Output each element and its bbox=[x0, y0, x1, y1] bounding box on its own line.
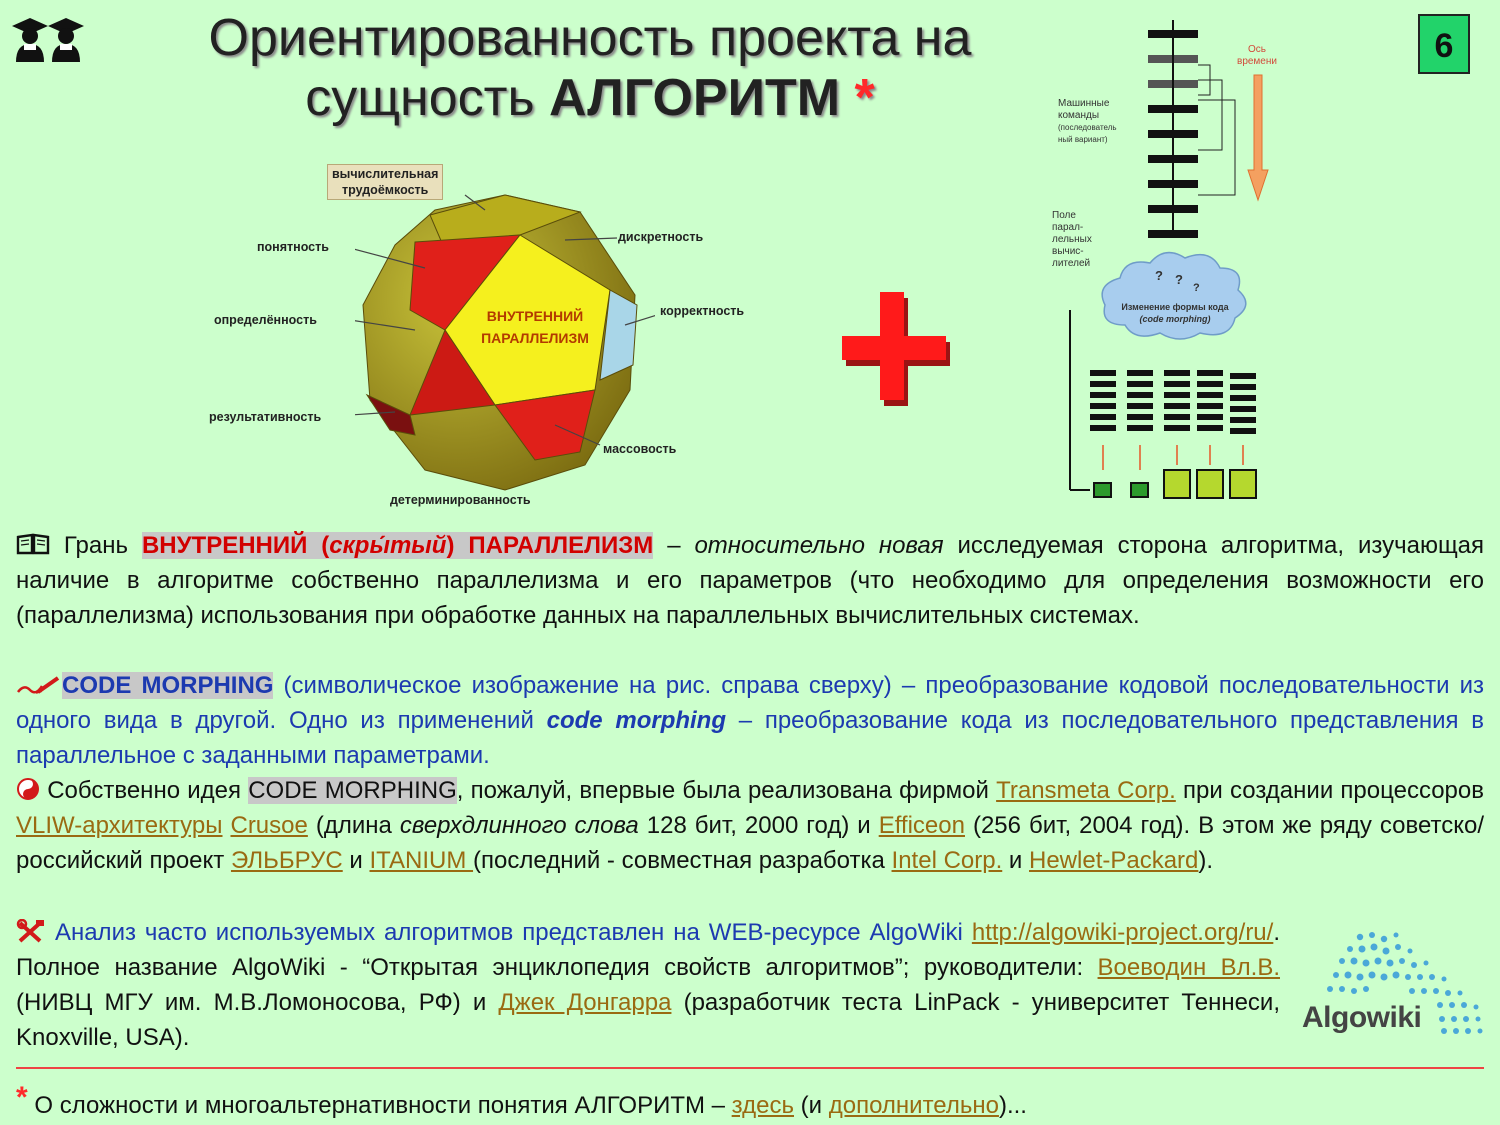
plus-icon bbox=[840, 290, 955, 410]
p3-t2: , пожалуй, впервые была реализована фирмой bbox=[456, 777, 997, 804]
link-additional[interactable]: дополнительно bbox=[828, 1092, 999, 1119]
p3-t6: 128 бит, 2000 год) и bbox=[638, 812, 879, 839]
machine-line1: Машинные bbox=[1058, 98, 1110, 109]
p2-text2: – преобразование кода из последовательного представления в параллельное с заданными параметрами. bbox=[16, 707, 1484, 769]
title-keyword: АЛГОРИТМ bbox=[549, 69, 841, 127]
graduates-icon bbox=[10, 14, 86, 66]
field-line4: вычис- bbox=[1052, 246, 1084, 257]
label-ponyatnost: понятность bbox=[257, 240, 329, 254]
footer-t3: )... bbox=[998, 1092, 1027, 1119]
title-line-2 bbox=[120, 68, 1060, 128]
p3-t11: ). bbox=[1198, 847, 1214, 874]
cloud-label bbox=[1110, 301, 1240, 325]
p3-t7: (256 бит, 2004 год). В этом же ряду советско/российский проект bbox=[16, 812, 1485, 874]
link-intel[interactable]: Intel Corp. bbox=[891, 847, 1003, 874]
time-axis-line2: времени bbox=[1237, 56, 1277, 67]
p2-term: CODE MORPHING bbox=[62, 672, 274, 699]
title-line2-prefix: сущность bbox=[305, 69, 550, 127]
algowiki-logo-text: Algowiki bbox=[1302, 1001, 1422, 1034]
label-determinirovannost: детерминированность bbox=[390, 493, 531, 507]
p4-t3: (разработчик теста LinPack - университет Теннеси, Knoxville, USA). bbox=[16, 989, 1280, 1051]
p1-rest: исследуемая сторона алгоритма, изучающая наличие в алгоритме собственно параллелизма и его параметров (что необходимо для определения возможности его (параллелизма) использования при обработке данных на параллельных вычислительных системах. bbox=[16, 532, 1485, 629]
link-voevodin[interactable]: Воеводин Вл.В. bbox=[1097, 954, 1280, 981]
paragraph-algowiki bbox=[16, 915, 1280, 1055]
tools-icon bbox=[16, 919, 46, 943]
cloud-question-2: ? bbox=[1175, 272, 1183, 287]
cloud-line1: Изменение формы кода bbox=[1121, 302, 1229, 312]
field-line2: парал- bbox=[1052, 222, 1084, 233]
link-elbrus[interactable]: ЭЛЬБРУС bbox=[230, 847, 343, 874]
parallel-field-label bbox=[1052, 210, 1092, 270]
page-number-badge: 6 bbox=[1418, 14, 1470, 74]
link-transmeta[interactable]: Transmeta Corp. bbox=[996, 777, 1176, 804]
p2-code-morphing-italic: code morphing bbox=[546, 707, 726, 734]
footer-note bbox=[16, 1080, 1027, 1123]
footer-star: * bbox=[16, 1081, 28, 1114]
p3-italic: сверхдлинного слова bbox=[399, 812, 639, 839]
paragraph-transmeta bbox=[16, 773, 1484, 878]
p1-term-italic: скры́тый bbox=[329, 532, 447, 559]
link-vliw[interactable]: VLIW-архитектуры bbox=[16, 812, 223, 839]
p3-code-morphing: CODE MORPHING bbox=[248, 777, 457, 804]
link-efficeon[interactable]: Efficeon bbox=[878, 812, 965, 839]
footer-t1: О сложности и многоальтернативности понятия АЛГОРИТМ – bbox=[27, 1092, 732, 1119]
label-korrektnost: корректность bbox=[660, 304, 745, 318]
p4-blue-text: Анализ часто используемых алгоритмов представлен на WEB-ресурсе AlgoWiki bbox=[46, 919, 963, 946]
p3-t9: (последний - совместная разработка bbox=[473, 847, 892, 874]
label-diskretnost: дискретность bbox=[618, 230, 704, 244]
p1-dash: – bbox=[653, 532, 695, 559]
p3-t10: и bbox=[1002, 847, 1029, 874]
cloud-question-3: ? bbox=[1193, 282, 1200, 294]
p1-italic: относительно новая bbox=[694, 532, 944, 559]
paragraph-inner-parallelism bbox=[16, 528, 1484, 633]
paragraph-code-morphing bbox=[16, 668, 1484, 773]
p3-t1: Собственно идея bbox=[40, 777, 249, 804]
page-title bbox=[120, 8, 1060, 128]
label-trudoemkost bbox=[327, 164, 443, 200]
title-star: * bbox=[840, 69, 875, 127]
p2-text1: (символическое изображение на рис. справа сверху) – преобразование кодовой последовательности из одного вида в другой. Одно из применений bbox=[16, 672, 1484, 734]
footer-separator bbox=[16, 1067, 1484, 1069]
p1-lead: Грань bbox=[50, 532, 142, 559]
machine-line4: ный вариант) bbox=[1058, 135, 1108, 144]
label-massovost: массовость bbox=[603, 442, 677, 456]
link-dongarra[interactable]: Джек Донгарра bbox=[498, 989, 672, 1016]
p1-term-part2: ) ПАРАЛЛЕЛИЗМ bbox=[446, 532, 654, 559]
machine-line2: команды bbox=[1058, 110, 1100, 121]
machine-commands-label bbox=[1058, 98, 1117, 146]
link-crusoe[interactable]: Crusoe bbox=[230, 812, 308, 839]
link-algowiki-url[interactable]: http://algowiki-project.org/ru/ bbox=[971, 919, 1274, 946]
inner-line2: ПАРАЛЛЕЛИЗМ bbox=[481, 330, 589, 346]
footer-t2: (и bbox=[794, 1092, 829, 1119]
book-icon bbox=[16, 533, 50, 555]
inner-line1: ВНУТРЕННИЙ bbox=[486, 308, 584, 324]
yin-yang-icon bbox=[16, 777, 40, 801]
p1-term bbox=[142, 532, 653, 559]
title-line-1: Ориентированность проекта на bbox=[208, 9, 972, 67]
machine-line3: (последователь bbox=[1058, 123, 1117, 132]
pen-writing-icon bbox=[16, 674, 62, 696]
p3-t8: и bbox=[342, 847, 370, 874]
cloud-line2: (code morphing) bbox=[1139, 314, 1211, 324]
label-opredelennost: определённость bbox=[214, 313, 317, 327]
cloud-question-1: ? bbox=[1155, 268, 1163, 283]
label-inner-parallelism bbox=[465, 308, 605, 346]
link-itanium[interactable]: ITANIUM bbox=[369, 847, 474, 874]
link-hewlett-packard[interactable]: Hewlet-Packard bbox=[1029, 847, 1199, 874]
algowiki-logo[interactable] bbox=[1300, 925, 1490, 1045]
field-line5: лителей bbox=[1052, 258, 1091, 269]
time-axis-line1: Ось bbox=[1248, 44, 1266, 55]
p1-term-part1: ВНУТРЕННИЙ ( bbox=[141, 532, 330, 559]
label-trud-line2: трудоёмкость bbox=[342, 183, 429, 197]
field-line1: Поле bbox=[1052, 210, 1076, 221]
link-here[interactable]: здесь bbox=[731, 1092, 794, 1119]
p3-t5: (длина bbox=[307, 812, 400, 839]
label-trud-line1: вычислительная bbox=[332, 167, 439, 181]
time-axis-label bbox=[1222, 44, 1292, 68]
p4-t2: (НИВЦ МГУ им. М.В.Ломоносова, РФ) и bbox=[16, 989, 499, 1016]
label-rezultativnost: результативность bbox=[209, 410, 322, 424]
field-line3: лельных bbox=[1052, 234, 1092, 245]
p4-t1: . Полное название AlgoWiki - “Открытая энциклопедия свойств алгоритмов”; руководители: bbox=[16, 919, 1280, 981]
p3-t3: при создании процессоров bbox=[1175, 777, 1485, 804]
